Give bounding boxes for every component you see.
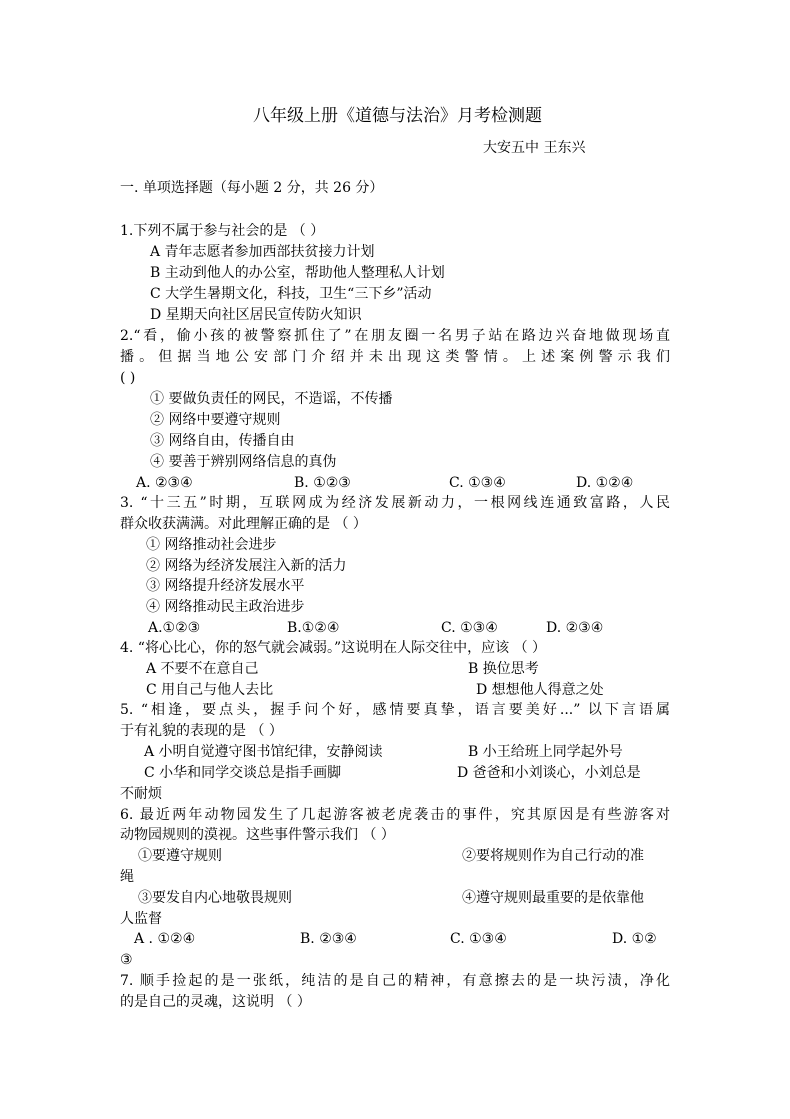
q1-stem: 1.下列不属于参与社会的是 （ ） [120,223,325,239]
page-title: 八年级上册《道德与法治》月考检测题 [253,106,542,126]
q6-stem-line1: 6. 最近两年动物园发生了几起游客被老虎袭击的事件，究其原因是有些游客对 [120,807,670,823]
q6-option-b: B. ②③④ [300,931,357,947]
q5-option-a: A 小明自觉遵守图书馆纪律，安静阅读 [144,744,383,760]
q2-stem-line1: 2.“看，偷小孩的被警察抓住了”在朋友圈一名男子站在路边兴奋地做现场直 [120,328,670,344]
q6-option-d-line1: D. ①② [612,931,657,947]
q5-option-c: C 小华和同学交谈总是指手画脚 [144,765,342,781]
q2-statement-2: ② 网络中要遵守规则 [150,412,281,428]
q4-stem: 4. “将心比心，你的怒气就会减弱。”这说明在人际交往中，应该 （ ） [120,640,547,656]
q2-statement-3: ③ 网络自由，传播自由 [150,433,295,449]
q4-option-a: A 不要不在意自己 [146,661,259,677]
q2-option-d: D. ①②④ [576,475,634,491]
section-heading: 一. 单项选择题（每小题 2 分，共 26 分） [120,180,384,196]
q6-statement-4-line2: 人监督 [120,911,162,927]
author-line: 大安五中 王东兴 [483,140,586,156]
q5-stem-line1: 5. “相逢，要点头，握手问个好，感情要真挚，语言要美好...” 以下言语属 [120,702,670,718]
q7-stem-line2: 的是自己的灵魂，这说明 （ ） [120,994,311,1010]
q6-stem-line2: 动物园规则的漠视。这些事件警示我们 （ ） [120,827,395,843]
q3-stem-line2: 群众收获满满。对此理解正确的是 （ ） [120,516,367,532]
q1-option-d: D 星期天向社区居民宣传防火知识 [150,307,362,323]
q4-option-c: C 用自己与他人去比 [146,682,274,698]
q6-statement-4-line1: ④遵守规则最重要的是依靠他 [462,890,644,906]
q4-option-b: B 换位思考 [468,661,539,677]
q5-option-d-line2: 不耐烦 [120,786,162,802]
q6-option-a: A . ①②④ [134,931,196,947]
q6-statement-3: ③要发自内心地敬畏规则 [138,890,292,906]
q2-stem-line3: ( ) [120,370,136,386]
q6-statement-1: ①要遵守规则 [138,848,222,864]
q2-option-c: C. ①③④ [449,475,506,491]
q3-option-b: B.①②④ [287,620,340,636]
q6-option-c: C. ①③④ [450,931,507,947]
q3-option-a: A.①②③ [148,620,201,636]
q3-statement-4: ④ 网络推动民主政治进步 [146,599,305,615]
q2-option-a: A. ②③④ [136,475,193,491]
q2-statement-1: ① 要做负责任的网民，不造谣，不传播 [150,391,393,407]
q1-option-c: C 大学生暑期文化，科技，卫生“三下乡”活动 [150,286,432,302]
q6-statement-2-line2: 绳 [120,869,134,885]
q3-stem-line1: 3. “十三五”时期，互联网成为经济发展新动力，一根网线连通致富路，人民 [120,495,670,511]
q4-option-d: D 想想他人得意之处 [476,682,604,698]
q3-option-c: C. ①③④ [441,620,498,636]
q1-option-b: B 主动到他人的办公室，帮助他人整理私人计划 [150,265,445,281]
q3-statement-2: ② 网络为经济发展注入新的活力 [146,558,347,574]
q5-stem-line2: 于有礼貌的表现的是 （ ） [120,723,283,739]
q2-stem-line2: 播。但据当地公安部门介绍并未出现这类警情。上述案例警示我们 [120,349,670,365]
q6-statement-2-line1: ②要将规则作为自己行动的准 [462,848,644,864]
q3-statement-1: ① 网络推动社会进步 [146,537,277,553]
q2-statement-4: ④ 要善于辨别网络信息的真伪 [150,454,337,470]
q3-statement-3: ③ 网络提升经济发展水平 [146,578,305,594]
q5-option-d-line1: D 爸爸和小刘谈心，小刘总是 [457,765,641,781]
q2-option-b: B. ①②③ [294,475,351,491]
q3-option-d: D. ②③④ [546,620,604,636]
q1-option-a: A 青年志愿者参加西部扶贫接力计划 [150,244,375,260]
q5-option-b: B 小王给班上同学起外号 [468,744,623,760]
q6-option-d-line2: ③ [120,952,133,968]
q7-stem-line1: 7. 顺手捡起的是一张纸，纯洁的是自己的精神，有意擦去的是一块污渍，净化 [120,973,670,989]
